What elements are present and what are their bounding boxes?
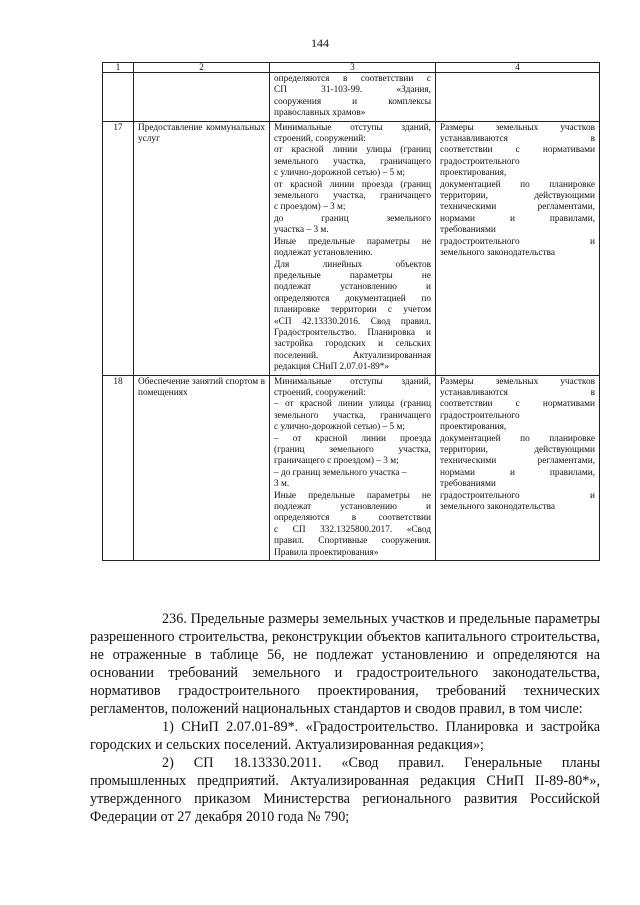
cell-text-line: земельного законодательства: [440, 502, 555, 513]
cell-text-line: от красной линии улицы (границ: [274, 145, 431, 156]
cell-text-line: Размеры земельных участков: [440, 376, 595, 387]
cell-text-line: до границ земельного: [274, 213, 431, 224]
cell-text-line: подлежат установлению и: [274, 502, 431, 513]
cell-text-line: Иные предельные параметры не: [274, 490, 431, 501]
notes-cell: [436, 375, 600, 561]
paragraph-236: 236. Предельные размеры земельных участков и предельные параметры разрешенного строительства, реконструкции объектов капитального строительства, не отраженные в таблице 56, не подлежат установлению и определяются на основании требований земельного и градостроительного законодательства, нормативов градостроительного проектирования, требований технических регламентов, положений национальных стандартов и сводов правил, в том числе:: [90, 611, 600, 717]
cell-text-line: земельного участка, граничащего: [274, 191, 431, 202]
cont-notes-cell: [436, 73, 600, 122]
cell-text-line: подлежат установлению.: [274, 248, 373, 259]
table-header-row: [103, 63, 600, 73]
cell-text-line: православных храмов»: [274, 108, 366, 119]
cell-text-line: нормами и правилами,: [440, 213, 595, 224]
params-cell: [270, 121, 436, 375]
cell-text-line: земельного законодательства: [440, 248, 555, 259]
cell-text-line: граничащего с проездом) – 3 м;: [274, 456, 399, 467]
cell-text-line: планировке территории с учетом: [274, 305, 431, 316]
cell-text-line: «СП 42.13330.2016. Свод правил.: [274, 316, 431, 327]
cell-text-line: требованиями: [440, 479, 496, 490]
cell-text-line: – до границ земельного участка –: [274, 467, 407, 478]
cell-text-line: земельного участка, граничащего: [274, 156, 431, 167]
cell-text-line: соответствии с нормативами: [440, 399, 595, 410]
cell-text-line: требованиями: [440, 225, 496, 236]
cell-text-line: документацией по планировке: [440, 433, 595, 444]
header-col-4: 4: [436, 63, 600, 73]
cell-text-line: СП 31-103-99. «Здания,: [274, 85, 431, 96]
row-number: 17: [103, 121, 134, 375]
cell-text-line: территории, действующими: [440, 191, 595, 202]
cell-text-line: от красной линии проезда (границ: [274, 179, 431, 190]
cell-text-line: Градостроительство. Планировка и: [274, 327, 431, 338]
use-type-name: Предоставление коммунальных услуг: [134, 121, 270, 375]
regulations-table: [102, 62, 600, 561]
cell-text-line: предельные параметры не: [274, 270, 431, 281]
cell-text-line: с проездом) – 3 м;: [274, 202, 346, 213]
cell-text-line: поселений. Актуализированная: [274, 350, 431, 361]
cell-text-line: 3 м.: [274, 479, 290, 490]
cont-params-cell: [270, 73, 436, 122]
cell-text-line: техническими регламентами,: [440, 202, 595, 213]
header-col-3: 3: [270, 63, 436, 73]
cell-text-line: – от красной линии улицы (границ: [274, 399, 431, 410]
cell-text-line: участка – 3 м.: [274, 225, 329, 236]
cell-text-line: соответствии с нормативами: [440, 145, 595, 156]
cell-text-line: с улично-дорожной сетью) – 5 м;: [274, 422, 405, 433]
params-cell: [270, 375, 436, 561]
cell-text-line: техническими регламентами,: [440, 456, 595, 467]
list-item-2: 2) СП 18.13330.2011. «Свод правил. Генеральные планы промышленных предприятий. Актуализированная редакция СНиП II-89-80*», утвержденного приказом Министерства регионального развития Российской Федерации от 27 декабря 2010 года № 790;: [90, 755, 600, 825]
cell-text-line: нормами и правилами,: [440, 467, 595, 478]
cell-text-line: градостроительного и: [440, 236, 595, 247]
table-row: [103, 121, 600, 375]
cell-text-line: проектирования,: [440, 422, 507, 433]
cell-text-line: устанавливаются в: [440, 387, 595, 398]
cell-text-line: правил. Спортивные сооружения.: [274, 536, 431, 547]
cell-text-line: определяются в соответствии: [274, 513, 431, 524]
cell-text-line: земельного участка, граничащего: [274, 410, 431, 421]
cell-text-line: градостроительного: [440, 156, 520, 167]
cell-text-line: Иные предельные параметры не: [274, 236, 431, 247]
row-number: 18: [103, 375, 134, 561]
cell-text-line: градостроительного и: [440, 490, 595, 501]
header-col-2: 2: [134, 63, 270, 73]
cell-text-line: застройка городских и сельских: [274, 339, 431, 350]
cell-text-line: подлежат установлению и: [274, 282, 431, 293]
cell-text-line: редакция СНиП 2.07.01-89*»: [274, 362, 390, 373]
header-col-1: 1: [103, 63, 134, 73]
use-type-name: Обеспечение занятий спортом в помещениях: [134, 375, 270, 561]
cell-text-line: градостроительного: [440, 410, 520, 421]
cell-text-line: (границ земельного участка,: [274, 445, 431, 455]
notes-cell: [436, 121, 600, 375]
cell-text-line: документацией по планировке: [440, 179, 595, 190]
cell-text-line: определяются документацией по: [274, 293, 431, 304]
cell-text-line: строений, сооружений:: [274, 387, 366, 398]
cell-text-line: строений, сооружений:: [274, 134, 366, 145]
cont-name-cell: [134, 73, 270, 122]
table-row-continuation: [103, 73, 600, 122]
cell-text-line: с СП 332.1325800.2017. «Свод: [274, 524, 431, 535]
cell-text-line: Минимальные отступы зданий,: [274, 376, 431, 387]
cell-text-line: Размеры земельных участков: [440, 122, 595, 133]
cell-text-line: Правила проектирования»: [274, 547, 379, 558]
cell-text-line: с улично-дорожной сетью) – 5 м;: [274, 168, 405, 179]
cell-text-line: Для линейных объектов: [274, 259, 431, 270]
cell-text-line: сооружения и комплексы: [274, 96, 431, 107]
list-item-1: 1) СНиП 2.07.01-89*. «Градостроительство. Планировка и застройка городских и сельских поселений. Актуализированная редакция»;: [90, 719, 600, 753]
cell-text-line: территории, действующими: [440, 445, 595, 455]
cell-text-line: устанавливаются в: [440, 134, 595, 145]
cont-num-cell: [103, 73, 134, 122]
table-row: [103, 375, 600, 561]
page-number: 144: [311, 36, 329, 50]
cell-text-line: Минимальные отступы зданий,: [274, 122, 431, 133]
cell-text-line: проектирования,: [440, 168, 507, 179]
cell-text-line: определяются в соответствии с: [274, 74, 431, 84]
cell-text-line: – от красной линии проезда: [274, 433, 431, 444]
body-text: [90, 610, 600, 826]
